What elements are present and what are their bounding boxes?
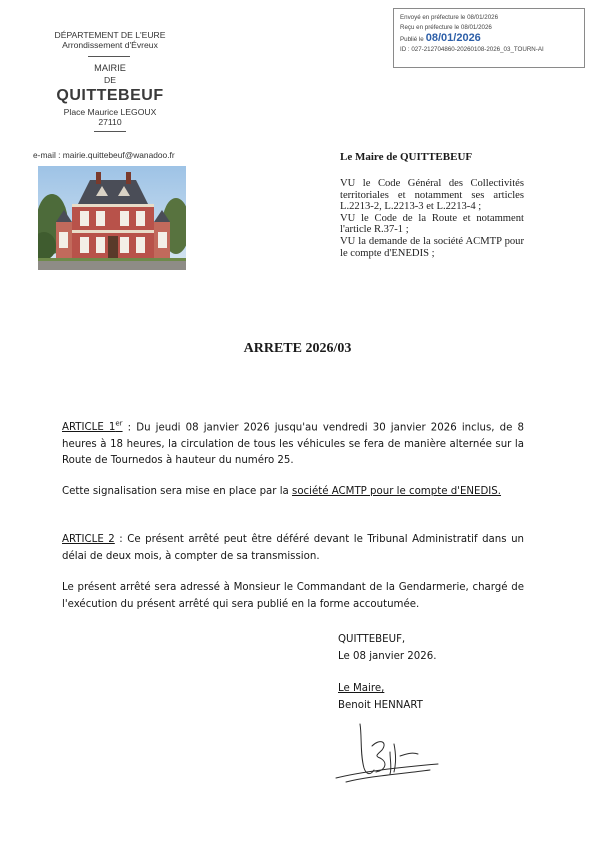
- departement: DÉPARTEMENT DE L'EURE: [54, 30, 166, 40]
- signature-block: [338, 632, 436, 714]
- article-2-text: : Ce présent arrêté peut être déféré devant le Tribunal Administratif dans un délai de deux mois, à compter de sa transmission.: [62, 534, 525, 562]
- stamp-publie: [400, 33, 578, 45]
- article-1-label: ARTICLE 1er: [62, 420, 123, 434]
- closing-paragraph: Le présent arrêté sera adressé à Monsieur le Commandant de la Gendarmerie, chargé de l'exécution du présent arrêté qui sera publié en la forme accoutumée.: [62, 582, 524, 610]
- postcode: 27110: [98, 117, 122, 127]
- signalisation-company: société ACMTP pour le compte d'ENEDIS.: [292, 486, 502, 497]
- stamp-publie-label: Publié le: [400, 36, 424, 43]
- stamp-recu: Reçu en préfecture le 08/01/2026: [400, 24, 492, 31]
- signatory-role: Le Maire,: [338, 683, 385, 694]
- de-label: DE: [104, 75, 116, 85]
- vu-code-collectivites: VU le Code Général des Collectivités territoriales et notamment ses articles L.2213-2, L.2213-3 et L.2213-4 ;: [340, 178, 524, 213]
- handwritten-signature: [330, 716, 450, 786]
- vu-block: [340, 178, 524, 259]
- postcode-divider: [94, 131, 126, 132]
- mairie-building-photo: [38, 166, 186, 270]
- vu-code-route: VU le Code de la Route et notamment l'article R.37-1 ;: [340, 212, 524, 236]
- date: Le 08 janvier 2026.: [338, 650, 437, 662]
- signalisation-paragraph: [62, 484, 524, 501]
- article-2: [62, 532, 524, 565]
- email: e-mail : mairie.quittebeuf@wanadoo.fr: [33, 150, 175, 160]
- stamp-envoye: Envoyé en préfecture le 08/01/2026: [400, 14, 499, 21]
- stamp-publie-date: 08/01/2026: [425, 32, 481, 44]
- stamp-id: ID : 027-212704860-20260108-2026_03_TOURN-AI: [400, 46, 544, 53]
- header-divider: [88, 56, 130, 57]
- commune-name: QUITTEBEUF: [56, 87, 164, 104]
- arrondissement: Arrondissement d'Évreux: [62, 40, 158, 50]
- place: QUITTEBEUF,: [338, 634, 406, 645]
- prefecture-stamp: [393, 8, 585, 68]
- arrete-title: ARRETE 2026/03: [243, 341, 352, 356]
- article-1: [62, 416, 524, 470]
- mayor-title: Le Maire de QUITTEBEUF: [340, 151, 473, 163]
- signatory-name: Benoit HENNART: [338, 699, 423, 711]
- vu-demande-acmtp: VU la demande de la société ACMTP pour le compte d'ENEDIS ;: [340, 235, 524, 259]
- article-2-label: ARTICLE 2: [62, 534, 115, 545]
- mairie-label: MAIRIE: [94, 63, 126, 73]
- address: Place Maurice LEGOUX: [63, 107, 157, 117]
- signalisation-prefix: Cette signalisation sera mise en place par la: [62, 486, 293, 497]
- article-1-text: : Du jeudi 08 janvier 2026 jusqu'au vendredi 30 janvier 2026 inclus, de 8 heures à 18 heures, la circulation de tous les véhicules se fera de manière alternée sur la Route de Tournedos à hauteur du numéro 25.: [62, 422, 524, 467]
